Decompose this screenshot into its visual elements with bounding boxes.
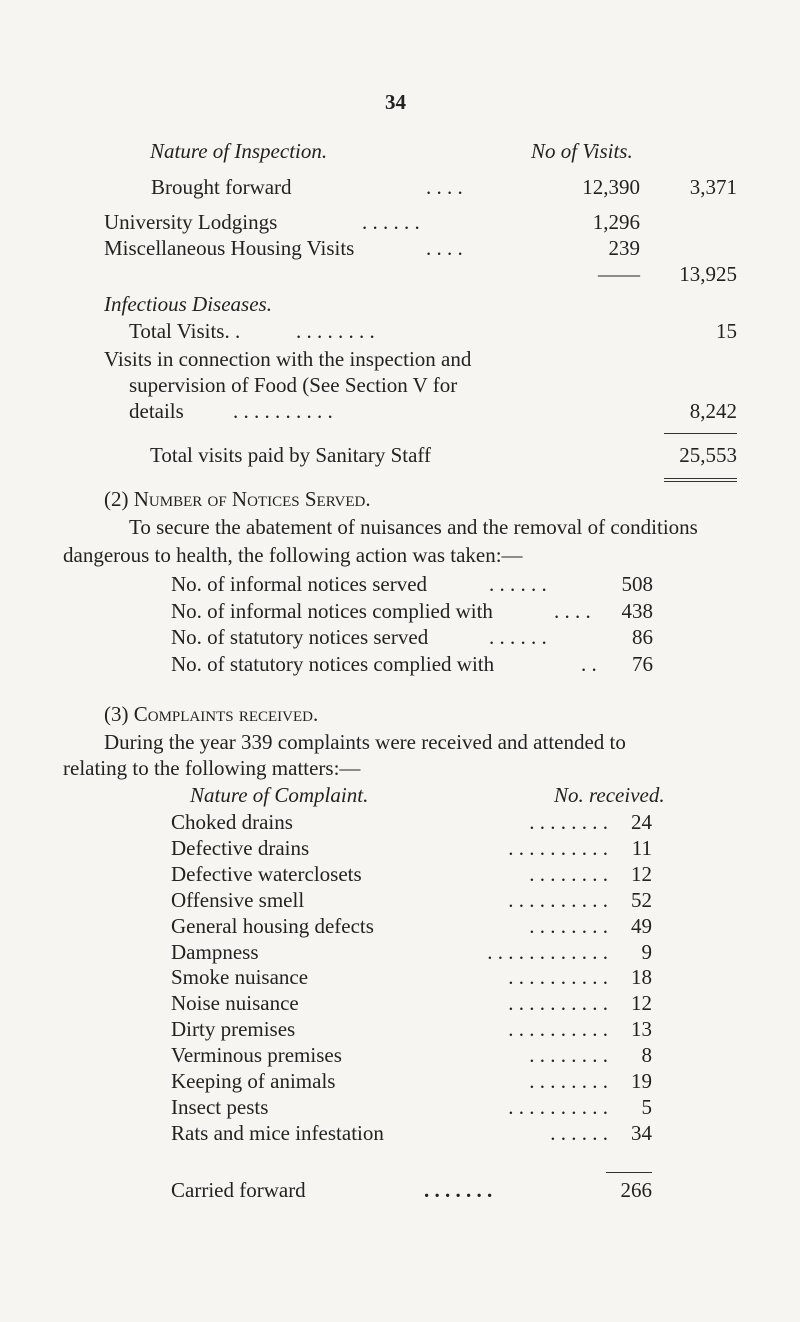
carried-forward-dots: . . . . . . . — [424, 1178, 493, 1202]
complaint-label: Smoke nuisance — [171, 965, 309, 989]
complaints-col-right: No. received. — [554, 783, 665, 807]
complaint-dots: . . . . . . . . . . — [508, 836, 608, 860]
complaints-heading — [104, 702, 318, 726]
brought-forward-label: Brought forward — [151, 175, 292, 199]
complaint-label: Keeping of animals — [171, 1069, 336, 1093]
notices-intro-line1: To secure the abatement of nuisances and the removal of conditions — [129, 515, 698, 539]
total-visits-value: 15 — [716, 319, 737, 343]
complaint-value: 52 — [631, 888, 652, 912]
total-rule — [664, 433, 737, 434]
complaint-dots: . . . . . . . . . . . . — [487, 940, 608, 964]
double-rule-bottom — [664, 481, 737, 482]
infectious-diseases-heading: Infectious Diseases. — [104, 292, 272, 316]
grand-total-label: Total visits paid by Sanitary Staff — [150, 443, 432, 467]
complaint-dots: . . . . . . . . — [529, 1069, 608, 1093]
complaint-value: 11 — [631, 836, 652, 860]
complaint-value: 8 — [641, 1043, 652, 1067]
complaint-value: 9 — [641, 940, 652, 964]
notice-row-3-label: No. of statutory notices served — [171, 625, 429, 649]
food-visits-line2: supervision of Food (See Section V for — [129, 373, 458, 397]
complaint-label: Dampness — [171, 940, 259, 964]
carried-forward-rule — [606, 1172, 652, 1173]
complaints-intro-line2: relating to the following matters:— — [63, 756, 361, 780]
complaints-heading-num: (3) — [104, 702, 129, 726]
misc-housing-label: Miscellaneous Housing Visits — [104, 236, 355, 260]
subtotal-value: 13,925 — [679, 262, 737, 286]
notices-intro-line2: dangerous to health, the following action was taken:— — [63, 543, 523, 567]
brought-forward-value: 12,390 — [582, 175, 640, 199]
notice-row-3-dots: . . . . . . — [489, 625, 547, 649]
complaint-dots: . . . . . . . . . . — [508, 888, 608, 912]
complaint-label: Dirty premises — [171, 1017, 296, 1041]
complaint-value: 12 — [631, 862, 652, 886]
total-visits-dots: . . . . . . . . — [296, 319, 375, 343]
complaint-label: Insect pests — [171, 1095, 269, 1119]
complaint-label: Choked drains — [171, 810, 293, 834]
notices-heading-num: (2) — [104, 487, 129, 511]
complaint-value: 13 — [631, 1017, 652, 1041]
complaints-col-left: Nature of Complaint. — [190, 783, 369, 807]
brought-forward-total: 3,371 — [689, 175, 737, 199]
carried-forward-label: Carried forward — [171, 1178, 306, 1202]
double-rule-top — [664, 478, 737, 479]
complaint-label: General housing defects — [171, 914, 374, 938]
carried-forward-value: 266 — [620, 1178, 652, 1202]
complaint-dots: . . . . . . . . . . — [508, 991, 608, 1015]
complaint-label: Verminous premises — [171, 1043, 342, 1067]
notice-row-3-value: 86 — [632, 625, 653, 649]
inspection-heading-left: Nature of Inspection. — [150, 139, 328, 163]
complaint-value: 18 — [631, 965, 652, 989]
complaint-value: 24 — [631, 810, 652, 834]
complaint-dots: . . . . . . . . . . — [508, 965, 608, 989]
complaints-heading-text: Complaints received. — [133, 702, 319, 726]
notice-row-2-dots: . . . . — [554, 599, 591, 623]
complaint-dots: . . . . . . . . — [529, 1043, 608, 1067]
food-visits-value: 8,242 — [689, 399, 737, 423]
complaints-intro-line1: During the year 339 complaints were received and attended to — [104, 730, 626, 754]
notices-heading — [104, 487, 371, 511]
complaint-value: 19 — [631, 1069, 652, 1093]
page-number: 34 — [385, 90, 406, 114]
notice-row-4-dots: . . — [581, 652, 597, 676]
misc-housing-dots: . . . . — [426, 236, 463, 260]
inspection-heading-right: No of Visits. — [531, 139, 633, 163]
complaint-value: 5 — [641, 1095, 652, 1119]
food-visits-dots: . . . . . . . . . . — [233, 399, 333, 423]
complaint-label: Rats and mice infestation — [171, 1121, 384, 1145]
complaint-dots: . . . . . . . . — [529, 914, 608, 938]
complaint-value: 12 — [631, 991, 652, 1015]
notices-heading-text: Number of Notices Served. — [133, 487, 371, 511]
university-lodgings-value: 1,296 — [592, 210, 640, 234]
complaint-dots: . . . . . . . . — [529, 810, 608, 834]
notice-row-2-label: No. of informal notices complied with — [171, 599, 493, 623]
complaint-dots: . . . . . . . . . . — [508, 1017, 608, 1041]
notice-row-4-value: 76 — [632, 652, 653, 676]
brought-forward-dots: . . . . — [426, 175, 463, 199]
complaint-label: Defective waterclosets — [171, 862, 362, 886]
total-visits-label: Total Visits. . — [129, 319, 241, 343]
complaint-dots: . . . . . . . . . . — [508, 1095, 608, 1119]
notice-row-1-label: No. of informal notices served — [171, 572, 428, 596]
notice-row-2-value: 438 — [621, 599, 653, 623]
complaint-label: Noise nuisance — [171, 991, 299, 1015]
complaint-value: 49 — [631, 914, 652, 938]
notice-row-4-label: No. of statutory notices complied with — [171, 652, 495, 676]
complaint-dots: . . . . . . — [550, 1121, 608, 1145]
university-lodgings-dots: . . . . . . — [362, 210, 420, 234]
misc-housing-value: 239 — [608, 236, 640, 260]
notice-row-1-dots: . . . . . . — [489, 572, 547, 596]
subtotal-dash: —— — [598, 262, 640, 286]
grand-total-value: 25,553 — [679, 443, 737, 467]
food-visits-line1: Visits in connection with the inspection and — [104, 347, 472, 371]
university-lodgings-label: University Lodgings — [104, 210, 278, 234]
notice-row-1-value: 508 — [621, 572, 653, 596]
complaint-label: Offensive smell — [171, 888, 305, 912]
complaint-value: 34 — [631, 1121, 652, 1145]
complaint-label: Defective drains — [171, 836, 310, 860]
complaint-dots: . . . . . . . . — [529, 862, 608, 886]
food-visits-line3: details — [129, 399, 184, 423]
